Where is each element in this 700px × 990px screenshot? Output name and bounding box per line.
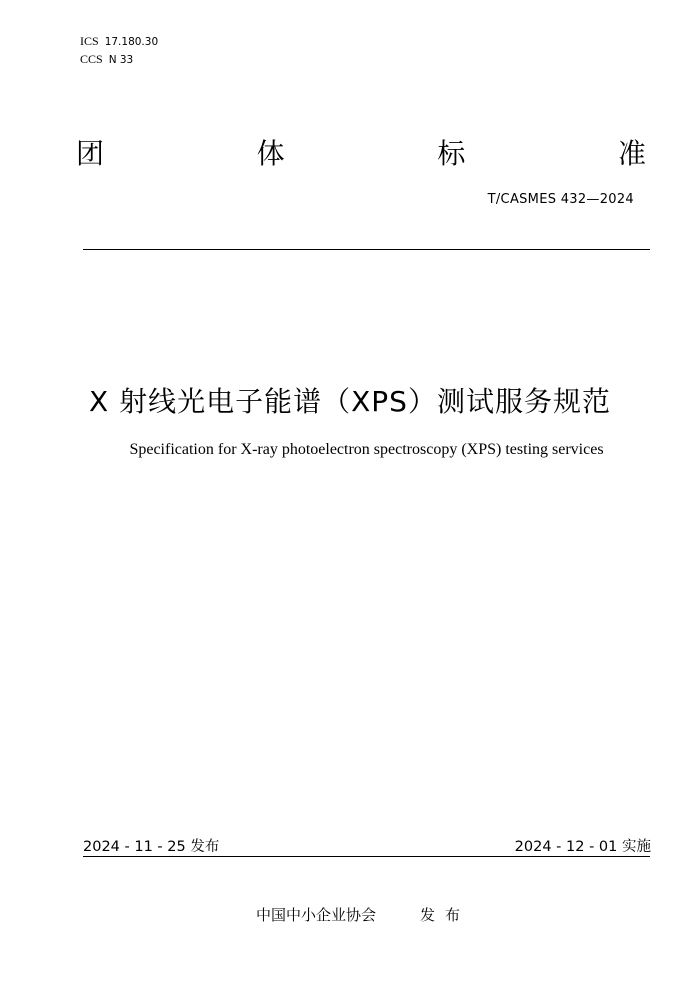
standard-type [76,132,646,172]
title-chinese: X 射线光电子能谱（XPS）测试服务规范 [89,385,611,418]
implementation-date: 2024 - 12 - 01 实施 [514,839,651,855]
ccs-label: CCS [80,52,103,66]
standard-type-char: 准 [617,137,646,170]
issue-date: 2024 - 11 - 25 发布 [83,839,220,855]
standard-type-char: 体 [256,137,285,170]
ics-code [80,34,158,49]
ccs-value: N 33 [108,54,134,66]
ics-label: ICS [80,34,99,48]
standard-type-char: 标 [437,137,466,170]
header-divider [83,249,650,250]
ics-value: 17.180.30 [104,36,159,48]
ccs-code [80,52,133,67]
publish-label: 发布 [420,906,471,924]
standard-type-char: 团 [76,137,105,170]
publisher-name: 中国中小企业协会 [256,906,377,924]
title-english: Specification for X-ray photoelectron spectroscopy (XPS) testing services [129,441,604,458]
standard-number: T/CASMES 432—2024 [487,192,634,207]
footer-divider [83,856,650,857]
